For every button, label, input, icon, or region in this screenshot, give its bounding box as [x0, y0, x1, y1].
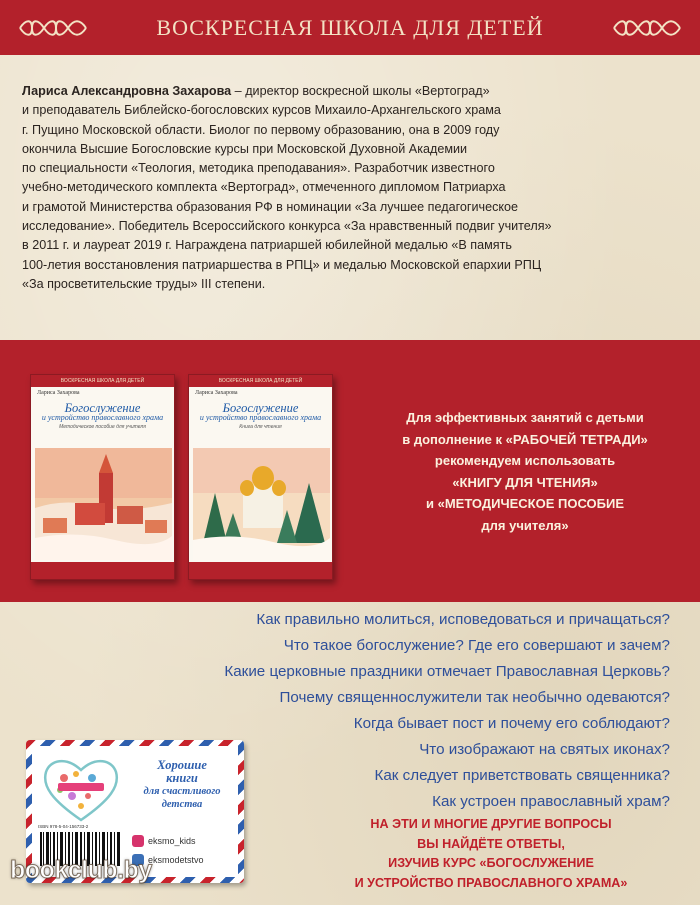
question-item: Как правильно молиться, исповедоваться и причащаться?: [256, 611, 670, 628]
book-kind: Методическое пособие для учителя: [59, 424, 146, 430]
book-illustration-winter-church: [193, 448, 330, 560]
ornament-right-icon: [612, 17, 682, 39]
social-handle: eksmodetstvo: [148, 855, 204, 865]
book-author: Лариса Захарова: [195, 390, 238, 396]
question-item: Когда бывает пост и почему его соблюдают?: [353, 715, 670, 732]
book-subtitle: и устройство православного храма: [199, 413, 322, 422]
card-slogan: [128, 759, 236, 811]
book-title: Богослужение: [64, 401, 141, 415]
question-item: Как следует приветствовать священника?: [374, 767, 670, 784]
question-item: Что изображают на святых иконах?: [419, 741, 670, 758]
recommendation-line: и «МЕТОДИЧЕСКОЕ ПОСОБИЕ: [425, 496, 624, 511]
book-cover-teacher-guide: [30, 374, 175, 580]
bio-line: исследование». Победитель Всероссийского конкурса «За нравственный подвиг учителя»: [22, 219, 552, 234]
closing-line: И УСТРОЙСТВО ПРАВОСЛАВНОГО ХРАМА»: [354, 875, 628, 890]
bio-line: г. Пущино Московской области. Биолог по первому образованию, она в 2009 году: [22, 122, 500, 137]
recommendation-line: рекомендуем использовать: [434, 453, 616, 468]
author-bio: [22, 82, 677, 294]
card-slogan-line: книги: [166, 771, 198, 785]
card-slogan-line: Хорошие: [157, 758, 207, 772]
closing-line: НА ЭТИ И МНОГИЕ ДРУГИЕ ВОПРОСЫ: [370, 817, 612, 831]
heart-logo-icon: [42, 756, 120, 822]
closing-line: ВЫ НАЙДЁТЕ ОТВЕТЫ,: [417, 836, 565, 851]
header-title: ВОСКРЕСНАЯ ШКОЛА ДЛЯ ДЕТЕЙ: [156, 14, 544, 40]
book-title: Богослужение: [222, 401, 299, 415]
book-series: ВОСКРЕСНАЯ ШКОЛА ДЛЯ ДЕТЕЙ: [31, 375, 174, 387]
recommendation-text: [380, 407, 670, 536]
bio-line: и преподаватель Библейско-богословских курсов Михаило-Архангельского храма: [22, 103, 501, 118]
bio-line: [22, 82, 677, 101]
bio-line: окончила Высшие Богословские курсы при Московской Духовной Академии: [22, 141, 468, 156]
question-item: Что такое богослужение? Где его совершают и зачем?: [283, 637, 670, 654]
bio-text: – директор воскресной школы «Вертоград»: [231, 84, 490, 98]
card-slogan-line: для счастливого: [143, 786, 221, 797]
book-footer-strip: [189, 562, 332, 579]
book-illustration-church: [35, 448, 172, 560]
recommendation-line: для учителя»: [481, 517, 569, 533]
author-name: Лариса Александровна Захарова: [22, 84, 232, 98]
social-instagram: [132, 835, 196, 847]
bio-line: по специальности «Теология, методика преподавания». Разработчик известного: [22, 161, 495, 176]
isbn-text: ISBN 978-5-04-156733-2: [38, 824, 89, 829]
bio-line: 100-летия восстановления патриаршества в РПЦ» и медалью Московской епархии РПЦ: [22, 257, 542, 272]
closing-line: ИЗУЧИВ КУРС «БОГОСЛУЖЕНИЕ: [388, 856, 594, 870]
book-author: Лариса Захарова: [37, 390, 80, 396]
question-item: Какие церковные праздники отмечает Православная Церковь?: [224, 663, 670, 680]
book-subtitle: и устройство православного храма: [41, 413, 164, 422]
bio-line: учебно-методического комплекта «Вертоград», отмеченного дипломом Патриарха: [22, 180, 506, 195]
watermark: bookclub.by: [10, 856, 152, 884]
book-footer-strip: [31, 562, 174, 579]
closing-statement: [296, 815, 686, 893]
recommendation-line: «КНИГУ ДЛЯ ЧТЕНИЯ»: [452, 474, 598, 490]
card-slogan-line: детства: [161, 799, 203, 810]
ornament-left-icon: [18, 17, 88, 39]
book-cover-reading-book: [188, 374, 333, 580]
bio-line: и грамотой Министерства образования РФ в номинации «За лучшее педагогическое: [22, 199, 519, 214]
bio-line: «За просветительские труды» III степени.: [22, 276, 266, 291]
bio-line: в 2011 г. и лауреат 2019 г. Награждена патриаршей юбилейной медалью «В память: [22, 238, 512, 253]
header-banner: [0, 0, 700, 55]
social-handle: eksmo_kids: [148, 836, 196, 846]
question-item: Почему священнослужители так необычно одеваются?: [279, 689, 670, 706]
recommendation-line: Для эффективных занятий с детьми: [406, 410, 644, 425]
book-kind: Книга для чтения: [239, 424, 282, 430]
recommendation-line: в дополнение к «РАБОЧЕЙ ТЕТРАДИ»: [402, 431, 648, 447]
book-series: ВОСКРЕСНАЯ ШКОЛА ДЛЯ ДЕТЕЙ: [189, 375, 332, 387]
question-item: Как устроен православный храм?: [432, 793, 670, 810]
instagram-icon: [132, 835, 144, 847]
